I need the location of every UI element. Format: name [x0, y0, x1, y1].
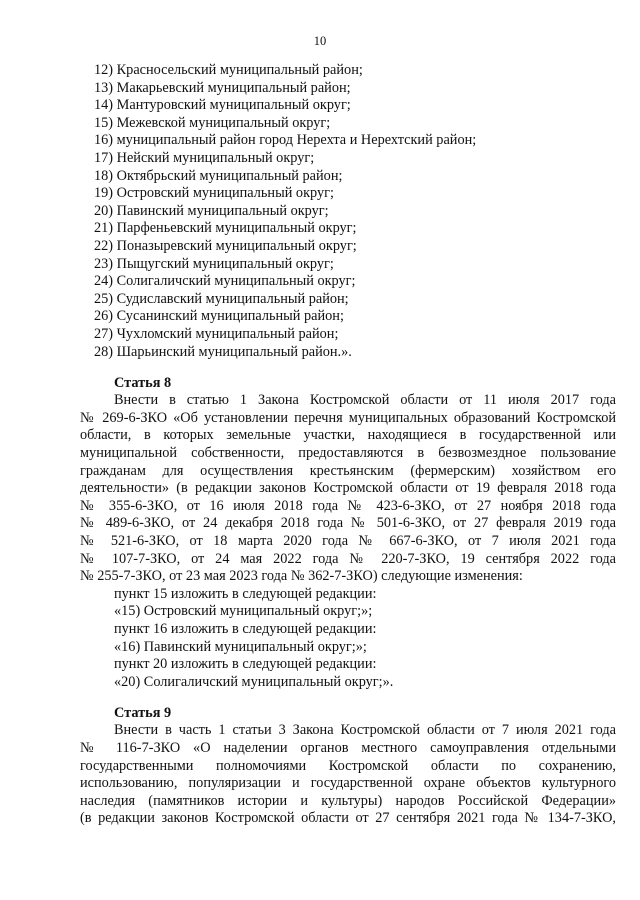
paragraph-line: Внести в статью 1 Закона Костромской области от 11 июля 2017 года [114, 392, 616, 409]
paragraph-line: муниципальной собственности, предоставляются в безвозмездное пользование [80, 444, 616, 461]
list-item: 18) Октябрьский муниципальный район; [94, 167, 343, 184]
amendment-line: пункт 15 изложить в следующей редакции: [114, 585, 377, 602]
list-item: 26) Сусанинский муниципальный район; [94, 308, 344, 325]
paragraph-line: № 521-6-ЗКО, от 18 марта 2020 года № 667-6-ЗКО, от 7 июля 2021 года [80, 532, 616, 549]
paragraph-line: № 269-6-ЗКО «Об установлении перечня муниципальных образований Костромской [80, 409, 616, 426]
amendment-line: пункт 20 изложить в следующей редакции: [114, 656, 377, 673]
article-8 [80, 375, 616, 692]
list-item: 21) Парфеньевский муниципальный округ; [94, 220, 357, 237]
paragraph-line: № 107-7-ЗКО, от 24 мая 2022 года № 220-7-ЗКО, 19 сентября 2022 года [80, 550, 616, 567]
amendment-line: «20) Солигаличский муниципальный округ;». [114, 673, 394, 690]
amendment-line: «15) Островский муниципальный округ;»; [114, 603, 373, 620]
article-heading: Статья 9 [114, 704, 172, 721]
paragraph-line: Внести в часть 1 статьи 3 Закона Костромской области от 7 июля 2021 года [114, 722, 616, 739]
paragraph-line: № 255-7-ЗКО, от 23 мая 2023 года № 362-7-ЗКО) следующие изменения: [80, 568, 523, 585]
list-item: 25) Судиславский муниципальный район; [94, 290, 349, 307]
paragraph-line: наследия (памятников истории и культуры) народов Российской Федерации» [80, 792, 616, 809]
list-item: 14) Мантуровский муниципальный округ; [94, 97, 351, 114]
list-item: 24) Солигаличский муниципальный округ; [94, 273, 356, 290]
article-9 [80, 705, 616, 828]
paragraph-line: № 355-6-ЗКО, от 16 июля 2018 года № 423-6-ЗКО, от 27 ноября 2018 года [80, 497, 616, 514]
paragraph-line: области, в которых земельные участки, находящиеся в государственной или [80, 427, 616, 444]
list-item: 12) Красносельский муниципальный район; [94, 62, 363, 78]
list-item: 20) Павинский муниципальный округ; [94, 202, 329, 219]
list-item: 15) Межевской муниципальный округ; [94, 114, 331, 131]
paragraph-line: государственными полномочиями Костромской области по сохранению, [80, 757, 616, 774]
list-item: 13) Макарьевский муниципальный район; [94, 79, 351, 96]
municipalities-list [80, 62, 616, 361]
amendment-line: пункт 16 изложить в следующей редакции: [114, 620, 377, 637]
list-item: 23) Пыщугский муниципальный округ; [94, 255, 334, 272]
list-item: 28) Шарьинский муниципальный район.». [94, 343, 352, 360]
list-item: 17) Нейский муниципальный округ; [94, 149, 315, 166]
document-body [80, 62, 616, 828]
list-item: 16) муниципальный район город Нерехта и Нерехтский район; [94, 132, 477, 149]
paragraph-line: (в редакции законов Костромской области от 27 сентября 2021 года № 134-7-ЗКО, [80, 810, 616, 827]
article-heading: Статья 8 [114, 374, 172, 391]
amendment-line: «16) Павинский муниципальный округ;»; [114, 638, 367, 655]
paragraph-line: № 116-7-ЗКО «О наделении органов местного самоуправления отдельными [80, 739, 616, 756]
list-item: 22) Поназыревский муниципальный округ; [94, 237, 357, 254]
list-item: 27) Чухломский муниципальный район; [94, 325, 339, 342]
paragraph-line: использованию, популяризации и государственной охране объектов культурного [80, 775, 616, 792]
paragraph-line: деятельности» (в редакции законов Костромской области от 19 февраля 2018 года [80, 480, 616, 497]
paragraph-line: гражданам для осуществления крестьянским (фермерским) хозяйством его [80, 462, 616, 479]
paragraph-line: № 489-6-ЗКО, от 24 декабря 2018 года № 501-6-ЗКО, от 27 февраля 2019 года [80, 515, 616, 532]
list-item: 19) Островский муниципальный округ; [94, 185, 334, 202]
page-number: 10 [313, 34, 327, 48]
